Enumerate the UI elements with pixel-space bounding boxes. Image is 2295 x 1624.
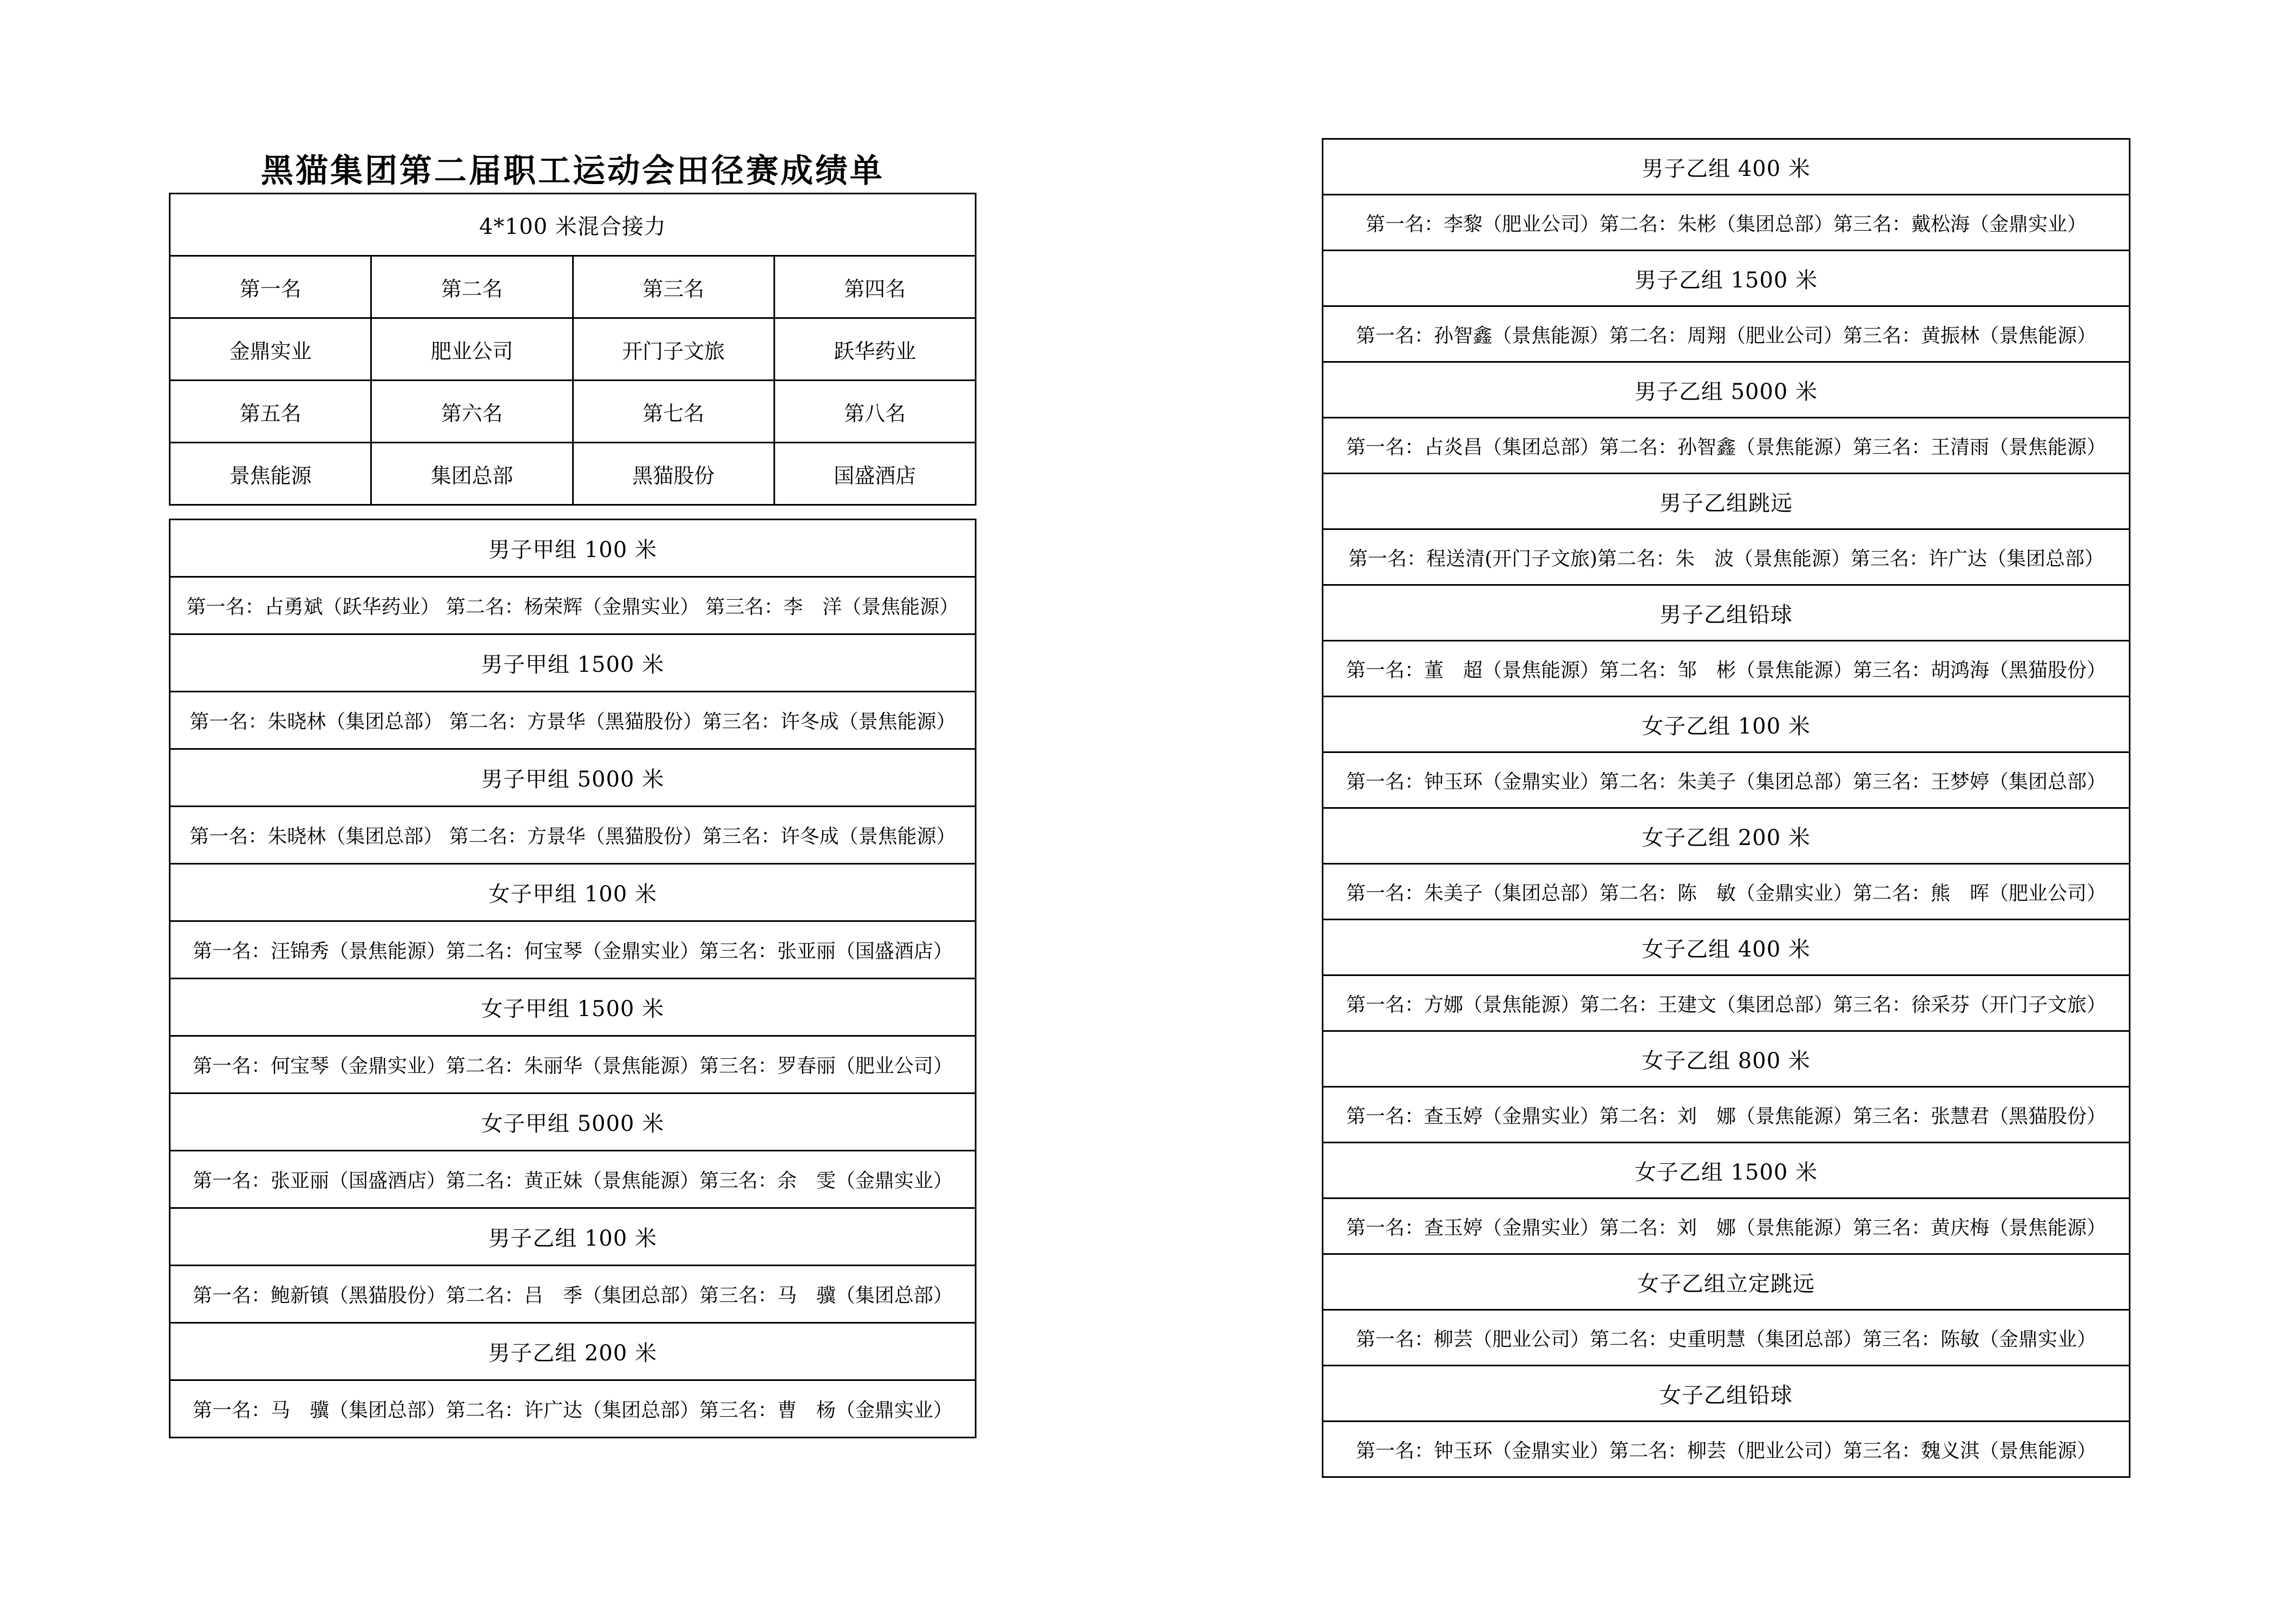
- event-title-cell: 女子乙组铅球: [1323, 1366, 2130, 1422]
- event-result-row: [170, 921, 976, 979]
- relay-title-cell: 4*100 米混合接力: [170, 194, 976, 256]
- event-result-row: [1323, 1087, 2130, 1143]
- event-result-row: [1323, 975, 2130, 1031]
- event-result-cell: 第一名：柳芸（肥业公司）第二名：史重明慧（集团总部）第三名：陈敏（金鼎实业）: [1323, 1310, 2130, 1366]
- event-title-row: [1323, 1031, 2130, 1087]
- event-title-row: [1323, 697, 2130, 752]
- page-title: 黑猫集团第二届职工运动会田径赛成绩单: [261, 152, 884, 190]
- event-result-cell: 第一名：朱晓林（集团总部） 第二名：方景华（黑猫股份）第三名：许冬成（景焦能源）: [170, 692, 976, 749]
- event-title-row: [1323, 362, 2130, 418]
- event-title-cell: 男子乙组 5000 米: [1323, 362, 2130, 418]
- event-title-cell: 男子甲组 5000 米: [170, 749, 976, 807]
- event-result-cell: 第一名：钟玉环（金鼎实业）第二名：朱美子（集团总部）第三名：王梦婷（集团总部）: [1323, 752, 2130, 808]
- relay-cell: 第八名: [774, 381, 975, 443]
- event-result-cell: 第一名：汪锦秀（景焦能源）第二名：何宝琴（金鼎实业）第三名：张亚丽（国盛酒店）: [170, 921, 976, 979]
- event-result-row: [170, 1151, 976, 1208]
- event-result-row: [1323, 1310, 2130, 1366]
- relay-row: [170, 381, 976, 443]
- event-result-row: [170, 692, 976, 749]
- event-result-cell: 第一名：何宝琴（金鼎实业）第二名：朱丽华（景焦能源）第三名：罗春丽（肥业公司）: [170, 1036, 976, 1093]
- event-title-row: [1323, 1254, 2130, 1310]
- event-result-cell: 第一名：朱美子（集团总部）第二名：陈 敏（金鼎实业）第二名：熊 晖（肥业公司）: [1323, 864, 2130, 920]
- event-title-cell: 女子甲组 100 米: [170, 864, 976, 921]
- event-title-cell: 男子乙组跳远: [1323, 474, 2130, 529]
- event-title-row: [170, 520, 976, 577]
- relay-cell: 国盛酒店: [774, 443, 975, 505]
- relay-row: [170, 256, 976, 318]
- event-result-row: [1323, 418, 2130, 474]
- event-title-cell: 女子乙组 1500 米: [1323, 1143, 2130, 1199]
- relay-results-table: [169, 193, 976, 506]
- event-title-row: [1323, 920, 2130, 975]
- relay-cell: 开门子文旅: [573, 318, 774, 381]
- relay-cell: 跃华药业: [774, 318, 975, 381]
- event-title-cell: 女子乙组 100 米: [1323, 697, 2130, 752]
- event-title-row: [170, 864, 976, 921]
- relay-cell: 第五名: [170, 381, 371, 443]
- event-title-cell: 女子乙组立定跳远: [1323, 1254, 2130, 1310]
- event-result-row: [170, 807, 976, 864]
- relay-cell: 第六名: [371, 381, 573, 443]
- event-result-row: [1323, 864, 2130, 920]
- event-title-row: [170, 749, 976, 807]
- event-result-row: [1323, 752, 2130, 808]
- event-result-cell: 第一名：孙智鑫（景焦能源）第二名：周翔（肥业公司）第三名：黄振林（景焦能源）: [1323, 306, 2130, 362]
- event-result-row: [1323, 641, 2130, 697]
- event-title-cell: 女子甲组 1500 米: [170, 979, 976, 1036]
- left-events-table: [169, 519, 976, 1438]
- event-result-cell: 第一名：占炎昌（集团总部）第二名：孙智鑫（景焦能源）第三名：王清雨（景焦能源）: [1323, 418, 2130, 474]
- event-result-row: [170, 1036, 976, 1093]
- event-result-row: [170, 1380, 976, 1438]
- event-result-cell: 第一名：李黎（肥业公司）第二名：朱彬（集团总部）第三名：戴松海（金鼎实业）: [1323, 195, 2130, 251]
- event-result-cell: 第一名：马 骥（集团总部）第二名：许广达（集团总部）第三名：曹 杨（金鼎实业）: [170, 1380, 976, 1438]
- event-title-cell: 女子乙组 800 米: [1323, 1031, 2130, 1087]
- event-result-cell: 第一名：董 超（景焦能源）第二名：邹 彬（景焦能源）第三名：胡鸿海（黑猫股份）: [1323, 641, 2130, 697]
- event-title-row: [1323, 1143, 2130, 1199]
- event-title-row: [170, 979, 976, 1036]
- event-title-cell: 女子乙组 400 米: [1323, 920, 2130, 975]
- event-result-row: [1323, 195, 2130, 251]
- relay-title-row: [170, 194, 976, 256]
- event-result-cell: 第一名：占勇斌（跃华药业） 第二名：杨荣辉（金鼎实业） 第三名：李 洋（景焦能源）: [170, 577, 976, 634]
- event-title-row: [1323, 808, 2130, 864]
- relay-cell: 黑猫股份: [573, 443, 774, 505]
- relay-cell: 肥业公司: [371, 318, 573, 381]
- event-title-cell: 男子乙组 100 米: [170, 1208, 976, 1266]
- relay-cell: 金鼎实业: [170, 318, 371, 381]
- event-title-row: [1323, 251, 2130, 306]
- event-title-row: [1323, 139, 2130, 195]
- relay-cell: 第一名: [170, 256, 371, 318]
- relay-row: [170, 318, 976, 381]
- event-result-cell: 第一名：鲍新镇（黑猫股份）第二名：吕 季（集团总部）第三名：马 骥（集团总部）: [170, 1266, 976, 1323]
- event-title-row: [1323, 1366, 2130, 1422]
- event-title-row: [170, 1093, 976, 1151]
- event-title-cell: 男子甲组 1500 米: [170, 634, 976, 692]
- event-result-cell: 第一名：查玉婷（金鼎实业）第二名：刘 娜（景焦能源）第三名：黄庆梅（景焦能源）: [1323, 1199, 2130, 1254]
- event-title-cell: 男子乙组 1500 米: [1323, 251, 2130, 306]
- event-title-row: [1323, 585, 2130, 641]
- event-title-cell: 男子乙组 400 米: [1323, 139, 2130, 195]
- event-result-row: [1323, 1199, 2130, 1254]
- event-title-cell: 男子乙组 200 米: [170, 1323, 976, 1380]
- event-result-cell: 第一名：查玉婷（金鼎实业）第二名：刘 娜（景焦能源）第三名：张慧君（黑猫股份）: [1323, 1087, 2130, 1143]
- relay-cell: 第二名: [371, 256, 573, 318]
- event-result-row: [170, 1266, 976, 1323]
- event-title-cell: 女子乙组 200 米: [1323, 808, 2130, 864]
- event-title-cell: 男子甲组 100 米: [170, 520, 976, 577]
- relay-cell: 第三名: [573, 256, 774, 318]
- event-result-cell: 第一名：方娜（景焦能源）第二名：王建文（集团总部）第三名：徐采芬（开门子文旅）: [1323, 975, 2130, 1031]
- relay-cell: 集团总部: [371, 443, 573, 505]
- event-result-cell: 第一名：程送清(开门子文旅)第二名：朱 波（景焦能源）第三名：许广达（集团总部）: [1323, 529, 2130, 585]
- event-title-row: [170, 634, 976, 692]
- event-title-row: [170, 1208, 976, 1266]
- event-result-cell: 第一名：张亚丽（国盛酒店）第二名：黄正妹（景焦能源）第三名：余 雯（金鼎实业）: [170, 1151, 976, 1208]
- event-title-cell: 女子甲组 5000 米: [170, 1093, 976, 1151]
- relay-cell: 第四名: [774, 256, 975, 318]
- event-title-row: [170, 1323, 976, 1380]
- right-events-table: [1322, 138, 2130, 1478]
- event-result-row: [1323, 529, 2130, 585]
- relay-cell: 景焦能源: [170, 443, 371, 505]
- event-result-row: [170, 577, 976, 634]
- relay-row: [170, 443, 976, 505]
- relay-cell: 第七名: [573, 381, 774, 443]
- event-title-cell: 男子乙组铅球: [1323, 585, 2130, 641]
- event-title-row: [1323, 474, 2130, 529]
- event-result-cell: 第一名：钟玉环（金鼎实业）第二名：柳芸（肥业公司）第三名：魏义淇（景焦能源）: [1323, 1422, 2130, 1477]
- event-result-row: [1323, 306, 2130, 362]
- event-result-row: [1323, 1422, 2130, 1477]
- event-result-cell: 第一名：朱晓林（集团总部） 第二名：方景华（黑猫股份）第三名：许冬成（景焦能源）: [170, 807, 976, 864]
